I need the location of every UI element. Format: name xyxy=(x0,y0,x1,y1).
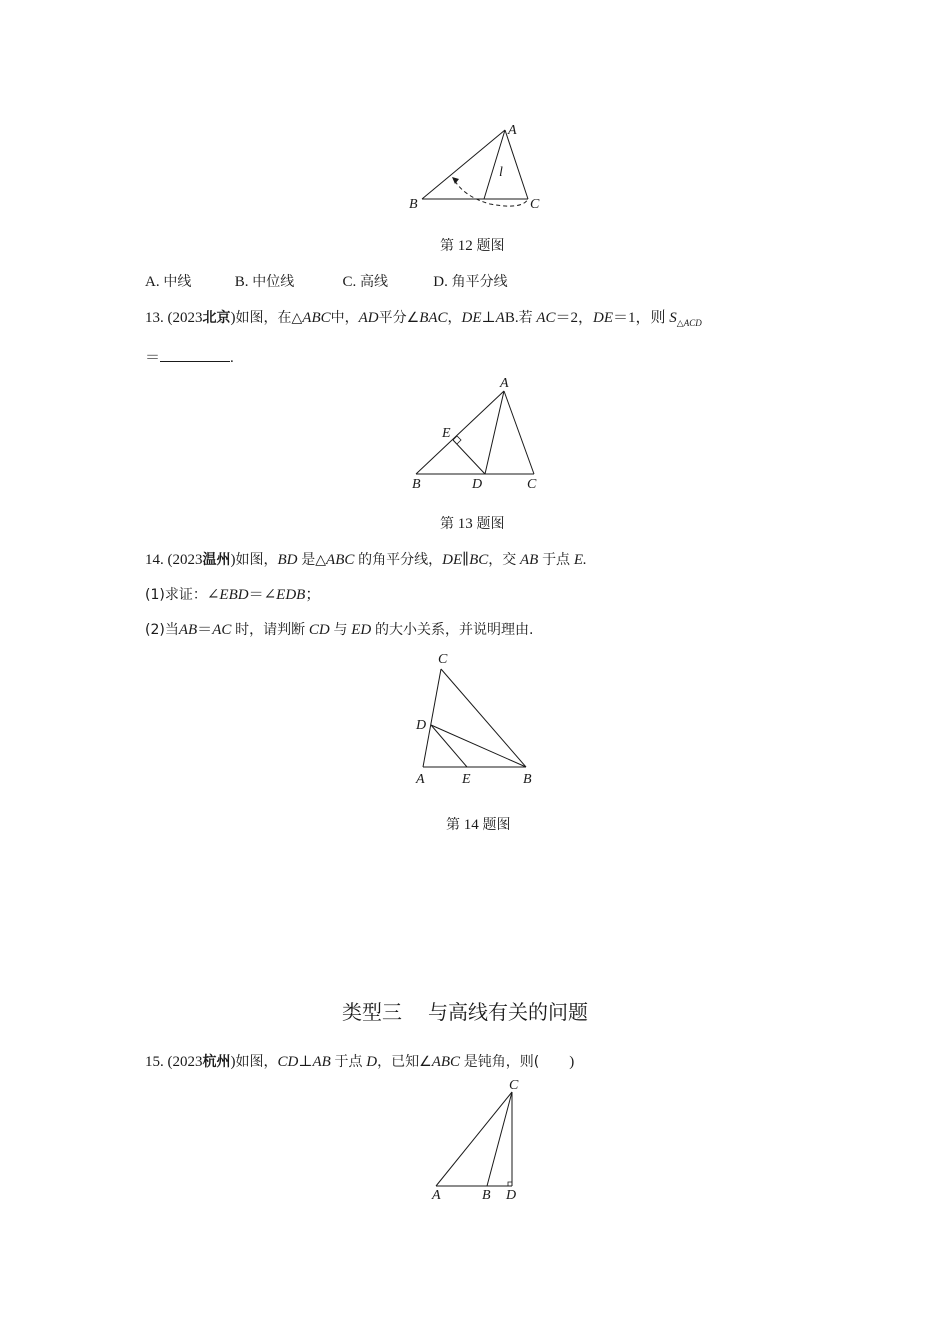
q13-stem: 13. (2023北京)如图，在△ABC中，AD平分∠BAC，DE⊥AB.若 AC＝2，DE＝1，则 $S_{\triangle ACD}$ xyxy=(145,310,702,328)
q14-figure xyxy=(405,645,545,790)
q15-stem: 15. (2023杭州)如图，CD⊥AB 于点 D，已知∠ABC 是钝角，则( ) xyxy=(145,1054,575,1070)
label-D: D xyxy=(472,477,483,492)
label-B: B xyxy=(409,197,418,212)
option-d[interactable]: D. 角平分线 xyxy=(433,274,508,290)
label-C: C xyxy=(438,652,448,667)
q12-figure xyxy=(400,115,550,215)
section-heading: 类型三 与高线有关的问题 xyxy=(342,1000,588,1024)
label-E: E xyxy=(442,426,451,441)
q15-figure xyxy=(420,1075,540,1210)
label-C: C xyxy=(509,1078,519,1093)
q14-part2: (2)当AB＝AC 时，请判断 CD 与 ED 的大小关系，并说明理由. xyxy=(145,622,534,638)
q14-part1: (1)求证：∠EBD＝∠EDB； xyxy=(145,587,321,603)
label-B: B xyxy=(523,772,532,787)
label-l: l xyxy=(499,165,503,180)
label-C: C xyxy=(527,477,537,492)
answer-blank[interactable] xyxy=(160,347,230,362)
option-c[interactable]: C. 高线 xyxy=(342,274,389,290)
q14-stem: 14. (2023温州)如图，BD 是△ABC 的角平分线，DE∥BC，交 AB 于点 E. xyxy=(145,552,587,568)
label-E: E xyxy=(462,772,471,787)
q13-caption: 第 13 题图 xyxy=(440,516,505,532)
q13-figure xyxy=(400,370,550,495)
q12-caption: 第 12 题图 xyxy=(440,238,505,254)
label-A: A xyxy=(508,123,517,138)
option-a[interactable]: A. 中线 xyxy=(145,274,192,290)
label-D: D xyxy=(506,1188,517,1203)
label-B: B xyxy=(412,477,421,492)
label-D: D xyxy=(416,718,427,733)
label-A: A xyxy=(500,376,509,391)
label-A: A xyxy=(416,772,425,787)
label-B: B xyxy=(482,1188,491,1203)
q13-answer-line: ＝ . xyxy=(145,347,234,368)
label-C: C xyxy=(530,197,540,212)
option-b[interactable]: B. 中位线 xyxy=(234,274,295,290)
q12-options xyxy=(145,272,508,292)
label-A: A xyxy=(432,1188,441,1203)
q14-caption: 第 14 题图 xyxy=(446,817,511,833)
